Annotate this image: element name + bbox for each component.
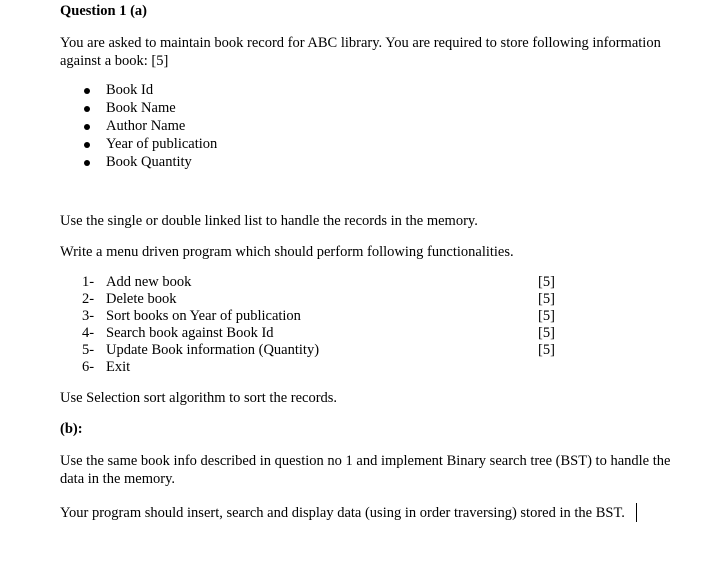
- menu-intro: Write a menu driven program which should perform following functionalities.: [60, 244, 514, 260]
- menu-text: Add new book: [106, 274, 192, 290]
- bullet-text: Year of publication: [106, 136, 218, 152]
- bullet-dot-icon: [84, 160, 90, 166]
- menu-number: 5-: [82, 342, 95, 358]
- bst-line-2: data in the memory.: [60, 471, 176, 487]
- intro-line-1: You are asked to maintain book record for ABC library. You are required to store following information: [60, 35, 661, 51]
- bullet-dot-icon: [84, 142, 90, 148]
- bullet-text: Book Id: [106, 82, 154, 98]
- menu-number: 2-: [82, 291, 95, 307]
- bullet-dot-icon: [84, 106, 90, 112]
- question-title: Question 1 (a): [60, 3, 147, 19]
- menu-item: [82, 308, 562, 325]
- bst-line-3: Your program should insert, search and display data (using in order traversing) stored in the BST.: [60, 505, 625, 521]
- menu-text: Delete book: [106, 291, 177, 307]
- menu-item: [82, 325, 562, 342]
- bullet-dot-icon: [84, 124, 90, 130]
- linked-list-instruction: Use the single or double linked list to handle the records in the memory.: [60, 213, 478, 229]
- menu-item: [82, 359, 562, 376]
- menu-number: 3-: [82, 308, 95, 324]
- menu-text: Sort books on Year of publication: [106, 308, 301, 324]
- bullet-text: Book Name: [106, 100, 176, 116]
- menu-number: 1-: [82, 274, 95, 290]
- bst-line-1: Use the same book info described in question no 1 and implement Binary search tree (BST) to handle the: [60, 453, 671, 469]
- menu-marks: [5]: [538, 342, 555, 358]
- menu-item: [82, 342, 562, 359]
- menu-text: Search book against Book Id: [106, 325, 274, 341]
- intro-line-2: against a book: [5]: [60, 53, 169, 69]
- menu-marks: [5]: [538, 291, 555, 307]
- menu-marks: [5]: [538, 308, 555, 324]
- menu-number: 6-: [82, 359, 95, 375]
- bullet-dot-icon: [84, 88, 90, 94]
- menu-text: Exit: [106, 359, 131, 375]
- menu-marks: [5]: [538, 274, 555, 290]
- menu-text: Update Book information (Quantity): [106, 342, 320, 358]
- bullet-text: Author Name: [106, 118, 186, 134]
- menu-marks: [5]: [538, 325, 555, 341]
- menu-item: [82, 291, 562, 308]
- selection-sort-instruction: Use Selection sort algorithm to sort the records.: [60, 390, 338, 406]
- bullet-text: Book Quantity: [106, 154, 192, 170]
- menu-item: [82, 274, 562, 291]
- menu-number: 4-: [82, 325, 95, 341]
- text-cursor: [636, 503, 637, 522]
- part-b-label: (b):: [60, 421, 83, 437]
